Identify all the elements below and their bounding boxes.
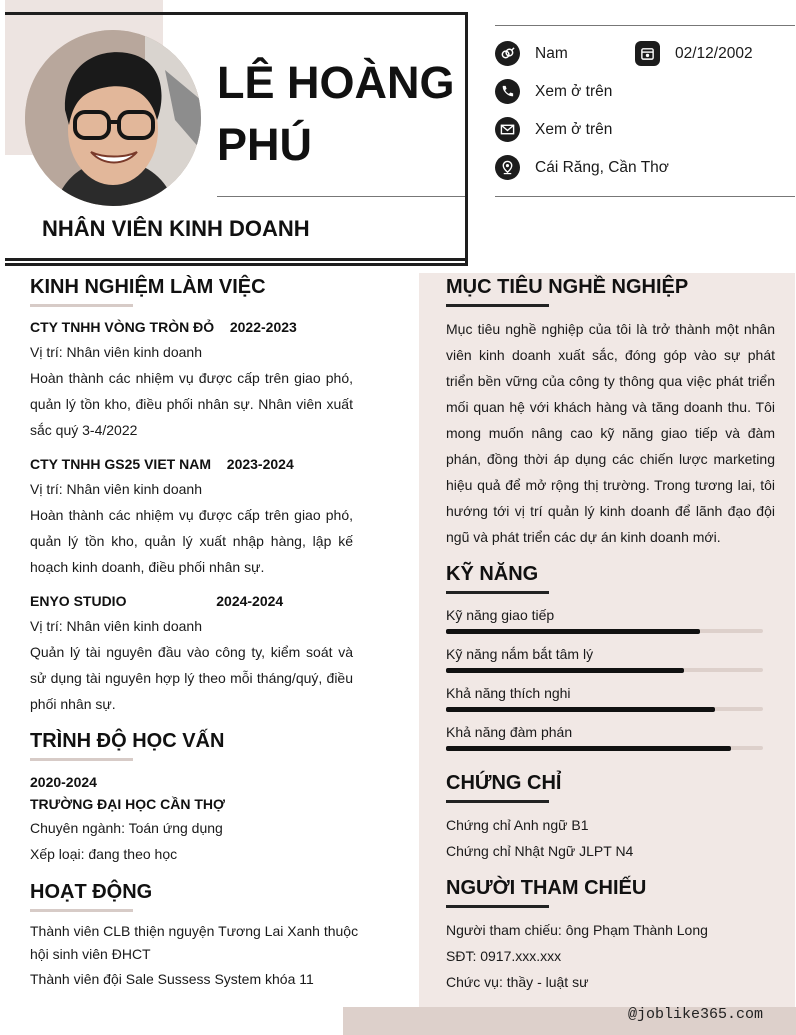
name-line-1: LÊ HOÀNG xyxy=(217,57,455,108)
skill-bar xyxy=(446,668,763,672)
job-description: Hoàn thành các nhiệm vụ được cấp trên giao phó, quản lý tồn kho, điều phối nhân sự. Nhân viên xuất sắc quý 3-4/2022 xyxy=(30,370,353,438)
education-rank: Xếp loại: đang theo học xyxy=(30,846,178,862)
skill-bar-fill xyxy=(446,668,684,673)
experience-underline xyxy=(30,304,133,307)
dob-value: 02/12/2002 xyxy=(675,45,753,62)
skills-title: KỸ NĂNG xyxy=(446,563,539,585)
reference-role: Chức vụ: thầy - luật sư xyxy=(446,974,589,990)
avatar xyxy=(25,30,201,206)
list-item: Thành viên đội Sale Sussess System khóa 11 xyxy=(30,971,314,987)
certificates-title: CHỨNG CHỈ xyxy=(446,772,562,794)
company-period: 2023-2024 xyxy=(226,456,294,472)
experience-item xyxy=(30,454,353,580)
experience-item xyxy=(30,591,353,717)
position: Vị trí: Nhân viên kinh doanh xyxy=(30,481,202,497)
phone-icon xyxy=(495,79,520,104)
skill-bar xyxy=(446,746,763,750)
address-value: Cái Răng, Cần Thơ xyxy=(535,159,669,176)
position: Vị trí: Nhân viên kinh doanh xyxy=(30,344,202,360)
job-description: Quản lý tài nguyên đầu vào công ty, kiểm soát và sử dụng tài nguyên hợp lý theo mỗi tháng/quý, điều phối nhân sự. xyxy=(30,644,353,712)
skill-bar-fill xyxy=(446,746,731,751)
company-period: 2024-2024 xyxy=(216,593,284,609)
watermark: @joblike365.com xyxy=(628,1006,764,1023)
experience-title: KINH NGHIỆM LÀM VIỆC xyxy=(30,276,266,298)
skill-label: Kỹ năng giao tiếp xyxy=(446,607,555,623)
school-name: TRƯỜNG ĐẠI HỌC CẦN THỢ xyxy=(30,796,225,812)
activities-list xyxy=(30,920,360,992)
skill-bar-fill xyxy=(446,629,700,634)
gender-value: Nam xyxy=(535,45,568,62)
skill-bar-fill xyxy=(446,707,715,712)
company-name: ENYO STUDIO xyxy=(30,593,127,609)
company-name: CTY TNHH VÒNG TRÒN ĐỎ xyxy=(30,319,215,335)
phone-value: Xem ở trên xyxy=(535,83,613,100)
name-line-2: PHÚ xyxy=(217,119,313,170)
calendar-icon xyxy=(635,41,660,66)
experience-item xyxy=(30,317,353,443)
gender-icon xyxy=(495,41,520,66)
objective-title: MỤC TIÊU NGHỀ NGHIỆP xyxy=(446,276,689,298)
certificates-list xyxy=(446,812,633,864)
objective-underline xyxy=(446,304,549,307)
mail-icon xyxy=(495,117,520,142)
full-name xyxy=(217,52,457,176)
objective-text: Mục tiêu nghề nghiệp của tôi là trở thành một nhân viên kinh doanh xuất sắc, đóng góp vào sự phát triển bền vững của công ty thông qua việc phát triển mối quan hệ với khách hàng và tăng doanh thu. Tôi mong muốn nâng cao kỹ năng giao tiếp và đàm phán, đồng thời áp dụng các chiến lược marketing hiệu quả để mở rộng thị trường. Trong tương lai, tôi hướng tới vị trí quản lý kinh doanh để lãnh đạo đội ngũ và phát triển các dự án kinh doanh mới. xyxy=(446,321,775,545)
avatar-photo xyxy=(25,30,201,206)
education-block xyxy=(30,771,353,867)
skill-item xyxy=(446,607,763,633)
skill-bar xyxy=(446,707,763,711)
skills-underline xyxy=(446,591,549,594)
reference-phone: SĐT: 0917.xxx.xxx xyxy=(446,948,562,964)
info-bottom-divider xyxy=(495,196,795,197)
education-title: TRÌNH ĐỘ HỌC VẤN xyxy=(30,730,225,752)
references-underline xyxy=(446,905,549,908)
name-divider xyxy=(217,196,465,197)
skill-label: Kỹ năng nắm bắt tâm lý xyxy=(446,646,594,662)
skill-label: Khả năng đàm phán xyxy=(446,724,573,740)
job-description: Hoàn thành các nhiệm vụ được cấp trên giao phó, quản lý tồn kho, quản lý xuất nhập hàng, lập kế hoạch kinh doanh, điều phối nhân sự. xyxy=(30,507,353,575)
company-period: 2022-2023 xyxy=(229,319,297,335)
info-top-divider xyxy=(495,25,795,26)
skill-item xyxy=(446,724,763,750)
skill-label: Khả năng thích nghi xyxy=(446,685,571,701)
job-title: NHÂN VIÊN KINH DOANH xyxy=(42,216,310,241)
list-item: Chứng chỉ Nhật Ngữ JLPT N4 xyxy=(446,843,634,859)
references-block xyxy=(446,917,708,995)
list-item: Thành viên CLB thiện nguyện Tương Lai Xanh thuộc hội sinh viên ĐHCT xyxy=(30,923,359,962)
position: Vị trí: Nhân viên kinh doanh xyxy=(30,618,202,634)
location-icon xyxy=(495,155,520,180)
skill-bar xyxy=(446,629,763,633)
list-item: Chứng chỉ Anh ngữ B1 xyxy=(446,817,589,833)
certificates-underline xyxy=(446,800,549,803)
company-name: CTY TNHH GS25 VIET NAM xyxy=(30,456,211,472)
activities-underline xyxy=(30,909,133,912)
email-value: Xem ở trên xyxy=(535,121,613,138)
header-frame-bottom xyxy=(5,258,468,261)
education-underline xyxy=(30,758,133,761)
skill-item xyxy=(446,685,763,711)
education-major: Chuyên ngành: Toán ứng dụng xyxy=(30,820,223,836)
reference-person: Người tham chiếu: ông Phạm Thành Long xyxy=(446,922,708,938)
education-period: 2020-2024 xyxy=(30,774,97,790)
skill-item xyxy=(446,646,763,672)
references-title: NGƯỜI THAM CHIẾU xyxy=(446,877,647,899)
activities-title: HOẠT ĐỘNG xyxy=(30,881,153,903)
